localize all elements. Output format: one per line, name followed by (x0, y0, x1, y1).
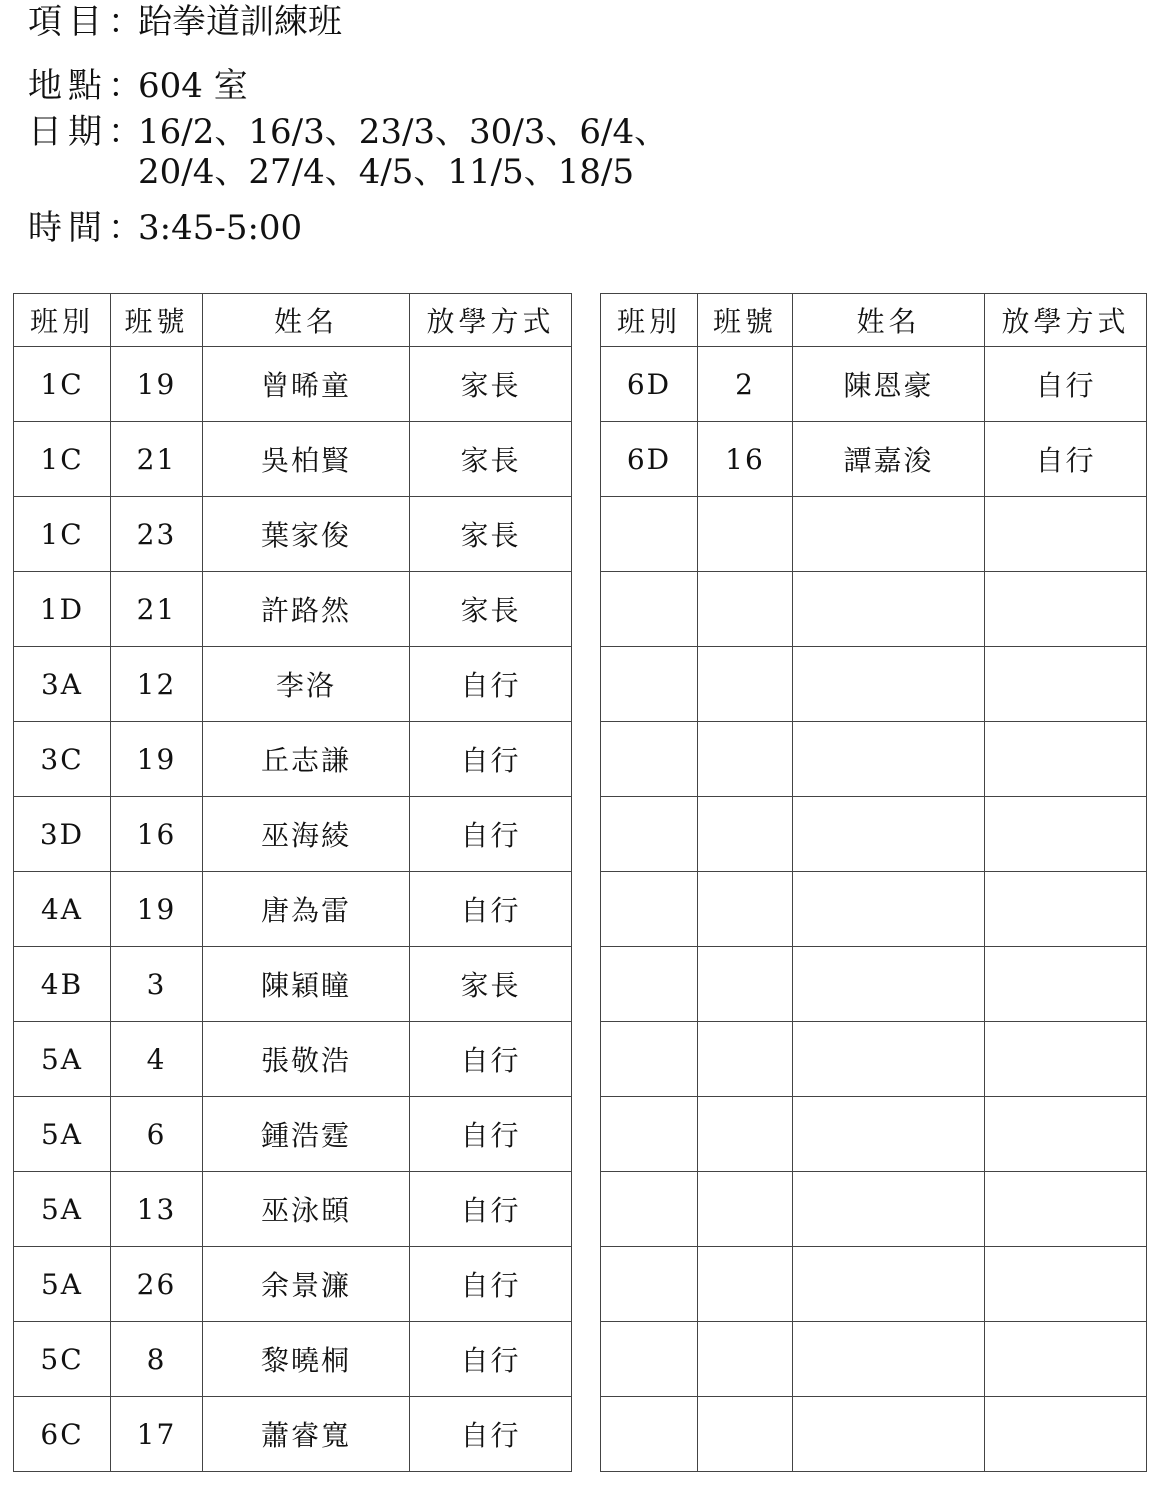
table-row (14, 1322, 572, 1397)
cell-class (601, 722, 698, 797)
table-row (601, 872, 1147, 947)
cell-class: 6C (14, 1397, 111, 1472)
cell-number (698, 572, 793, 647)
cell-dismissal: 家長 (410, 572, 572, 647)
cell-name (793, 497, 985, 572)
table-row (14, 797, 572, 872)
table-row (601, 422, 1147, 497)
cell-name (793, 1397, 985, 1472)
cell-dismissal (985, 872, 1147, 947)
date-values (138, 112, 668, 192)
cell-dismissal: 自行 (410, 1322, 572, 1397)
cell-class: 3D (14, 797, 111, 872)
table-row (601, 572, 1147, 647)
cell-number (698, 647, 793, 722)
cell-dismissal: 家長 (410, 947, 572, 1022)
project-value: 跆拳道訓練班 (138, 2, 342, 42)
table-row (14, 1247, 572, 1322)
table-row (14, 1397, 572, 1472)
cell-dismissal: 自行 (410, 722, 572, 797)
cell-class: 5C (14, 1322, 111, 1397)
colon: ： (108, 66, 142, 106)
cell-dismissal (985, 797, 1147, 872)
table-header-row (14, 294, 572, 347)
cell-number (698, 497, 793, 572)
cell-name: 唐為雷 (203, 872, 410, 947)
time-label: 時間 (28, 208, 108, 248)
cell-class: 3A (14, 647, 111, 722)
time-line (28, 208, 302, 248)
location-label: 地點 (28, 66, 108, 106)
cell-number (698, 1247, 793, 1322)
table-row (601, 497, 1147, 572)
col-class: 班別 (601, 294, 698, 347)
cell-name (793, 1172, 985, 1247)
location-value: 604 室 (138, 66, 248, 106)
cell-number: 17 (111, 1397, 203, 1472)
date-line (28, 112, 668, 192)
cell-class: 4A (14, 872, 111, 947)
cell-number: 21 (111, 422, 203, 497)
col-number: 班號 (111, 294, 203, 347)
date-line-2: 20/4、27/4、4/5、11/5、18/5 (138, 152, 635, 192)
student-table-left (13, 293, 572, 1472)
table-row (14, 422, 572, 497)
table-row (14, 872, 572, 947)
cell-name (793, 722, 985, 797)
cell-dismissal (985, 1322, 1147, 1397)
date-label: 日期 (28, 112, 108, 152)
table-row (14, 572, 572, 647)
cell-dismissal (985, 1397, 1147, 1472)
cell-number (698, 797, 793, 872)
table-row (601, 1172, 1147, 1247)
cell-class: 1C (14, 422, 111, 497)
cell-number (698, 1397, 793, 1472)
cell-dismissal: 自行 (410, 1022, 572, 1097)
cell-name (793, 1022, 985, 1097)
table-header-row (601, 294, 1147, 347)
table-row (601, 1022, 1147, 1097)
table-row (601, 1097, 1147, 1172)
table-row (601, 1322, 1147, 1397)
table-row (14, 1172, 572, 1247)
table-row (601, 797, 1147, 872)
project-label: 項目 (28, 2, 108, 42)
cell-number: 19 (111, 872, 203, 947)
cell-number: 13 (111, 1172, 203, 1247)
cell-number (698, 722, 793, 797)
cell-name: 鍾浩霆 (203, 1097, 410, 1172)
cell-class (601, 947, 698, 1022)
cell-number: 26 (111, 1247, 203, 1322)
project-line (28, 2, 342, 42)
cell-name: 陳穎瞳 (203, 947, 410, 1022)
cell-class (601, 1397, 698, 1472)
cell-class (601, 1322, 698, 1397)
cell-name (793, 872, 985, 947)
cell-dismissal: 自行 (410, 1172, 572, 1247)
cell-class: 5A (14, 1022, 111, 1097)
cell-dismissal (985, 572, 1147, 647)
table-row (601, 347, 1147, 422)
cell-dismissal: 自行 (410, 797, 572, 872)
cell-dismissal (985, 1172, 1147, 1247)
date-line-1: 16/2、16/3、23/3、30/3、6/4、 (138, 112, 669, 152)
table-row (601, 1247, 1147, 1322)
cell-name (793, 947, 985, 1022)
table-row (14, 1022, 572, 1097)
table-row (14, 1097, 572, 1172)
cell-class: 1D (14, 572, 111, 647)
col-name: 姓名 (793, 294, 985, 347)
cell-class (601, 647, 698, 722)
cell-number: 16 (111, 797, 203, 872)
cell-dismissal: 家長 (410, 422, 572, 497)
cell-dismissal: 自行 (985, 422, 1147, 497)
cell-number: 16 (698, 422, 793, 497)
cell-number (698, 1097, 793, 1172)
cell-class: 6D (601, 422, 698, 497)
cell-number (698, 1022, 793, 1097)
cell-name: 許路然 (203, 572, 410, 647)
cell-dismissal (985, 497, 1147, 572)
cell-number: 12 (111, 647, 203, 722)
cell-class: 5A (14, 1097, 111, 1172)
cell-number (698, 1322, 793, 1397)
col-name: 姓名 (203, 294, 410, 347)
cell-class: 1C (14, 347, 111, 422)
student-table-right (600, 293, 1147, 1472)
cell-number: 19 (111, 347, 203, 422)
cell-dismissal: 家長 (410, 347, 572, 422)
table-row (601, 647, 1147, 722)
col-number: 班號 (698, 294, 793, 347)
cell-class (601, 497, 698, 572)
cell-class: 5A (14, 1172, 111, 1247)
cell-class (601, 1247, 698, 1322)
cell-number (698, 1172, 793, 1247)
cell-name: 陳恩豪 (793, 347, 985, 422)
cell-name (793, 647, 985, 722)
time-value: 3:45-5:00 (138, 208, 303, 248)
cell-dismissal (985, 1097, 1147, 1172)
cell-name: 巫泳頣 (203, 1172, 410, 1247)
cell-name: 曾晞童 (203, 347, 410, 422)
cell-dismissal: 自行 (410, 1397, 572, 1472)
cell-number: 6 (111, 1097, 203, 1172)
cell-class: 4B (14, 947, 111, 1022)
cell-class: 1C (14, 497, 111, 572)
cell-class (601, 572, 698, 647)
cell-name: 張敬浩 (203, 1022, 410, 1097)
cell-dismissal: 自行 (410, 1097, 572, 1172)
cell-class: 5A (14, 1247, 111, 1322)
cell-dismissal (985, 647, 1147, 722)
cell-number (698, 947, 793, 1022)
cell-name: 巫海綾 (203, 797, 410, 872)
table-row (14, 722, 572, 797)
cell-class (601, 797, 698, 872)
table-row (14, 647, 572, 722)
colon: ： (108, 208, 142, 248)
cell-number: 23 (111, 497, 203, 572)
cell-dismissal (985, 722, 1147, 797)
col-dismissal: 放學方式 (985, 294, 1147, 347)
colon: ： (108, 112, 142, 152)
table-row (601, 1397, 1147, 1472)
cell-class (601, 872, 698, 947)
cell-class (601, 1022, 698, 1097)
location-line (28, 66, 248, 106)
col-dismissal: 放學方式 (410, 294, 572, 347)
cell-number (698, 872, 793, 947)
cell-class: 6D (601, 347, 698, 422)
cell-name: 李洛 (203, 647, 410, 722)
cell-class (601, 1172, 698, 1247)
col-class: 班別 (14, 294, 111, 347)
cell-name (793, 1247, 985, 1322)
cell-dismissal: 家長 (410, 497, 572, 572)
cell-name: 吳柏賢 (203, 422, 410, 497)
cell-dismissal: 自行 (410, 647, 572, 722)
cell-number: 8 (111, 1322, 203, 1397)
table-row (14, 347, 572, 422)
cell-name: 譚嘉浚 (793, 422, 985, 497)
cell-number: 2 (698, 347, 793, 422)
colon: ： (108, 2, 142, 42)
cell-dismissal (985, 1247, 1147, 1322)
cell-name (793, 797, 985, 872)
cell-dismissal (985, 947, 1147, 1022)
table-row (601, 947, 1147, 1022)
table-row (601, 722, 1147, 797)
cell-dismissal: 自行 (985, 347, 1147, 422)
cell-name: 黎曉桐 (203, 1322, 410, 1397)
cell-number: 19 (111, 722, 203, 797)
cell-name: 蕭睿寬 (203, 1397, 410, 1472)
cell-number: 21 (111, 572, 203, 647)
cell-name: 丘志謙 (203, 722, 410, 797)
cell-number: 3 (111, 947, 203, 1022)
cell-class (601, 1097, 698, 1172)
cell-name (793, 1097, 985, 1172)
cell-class: 3C (14, 722, 111, 797)
cell-dismissal (985, 1022, 1147, 1097)
cell-name: 葉家俊 (203, 497, 410, 572)
cell-name (793, 572, 985, 647)
cell-dismissal: 自行 (410, 1247, 572, 1322)
cell-dismissal: 自行 (410, 872, 572, 947)
cell-number: 4 (111, 1022, 203, 1097)
table-row (14, 497, 572, 572)
cell-name (793, 1322, 985, 1397)
cell-name: 余景濂 (203, 1247, 410, 1322)
table-row (14, 947, 572, 1022)
